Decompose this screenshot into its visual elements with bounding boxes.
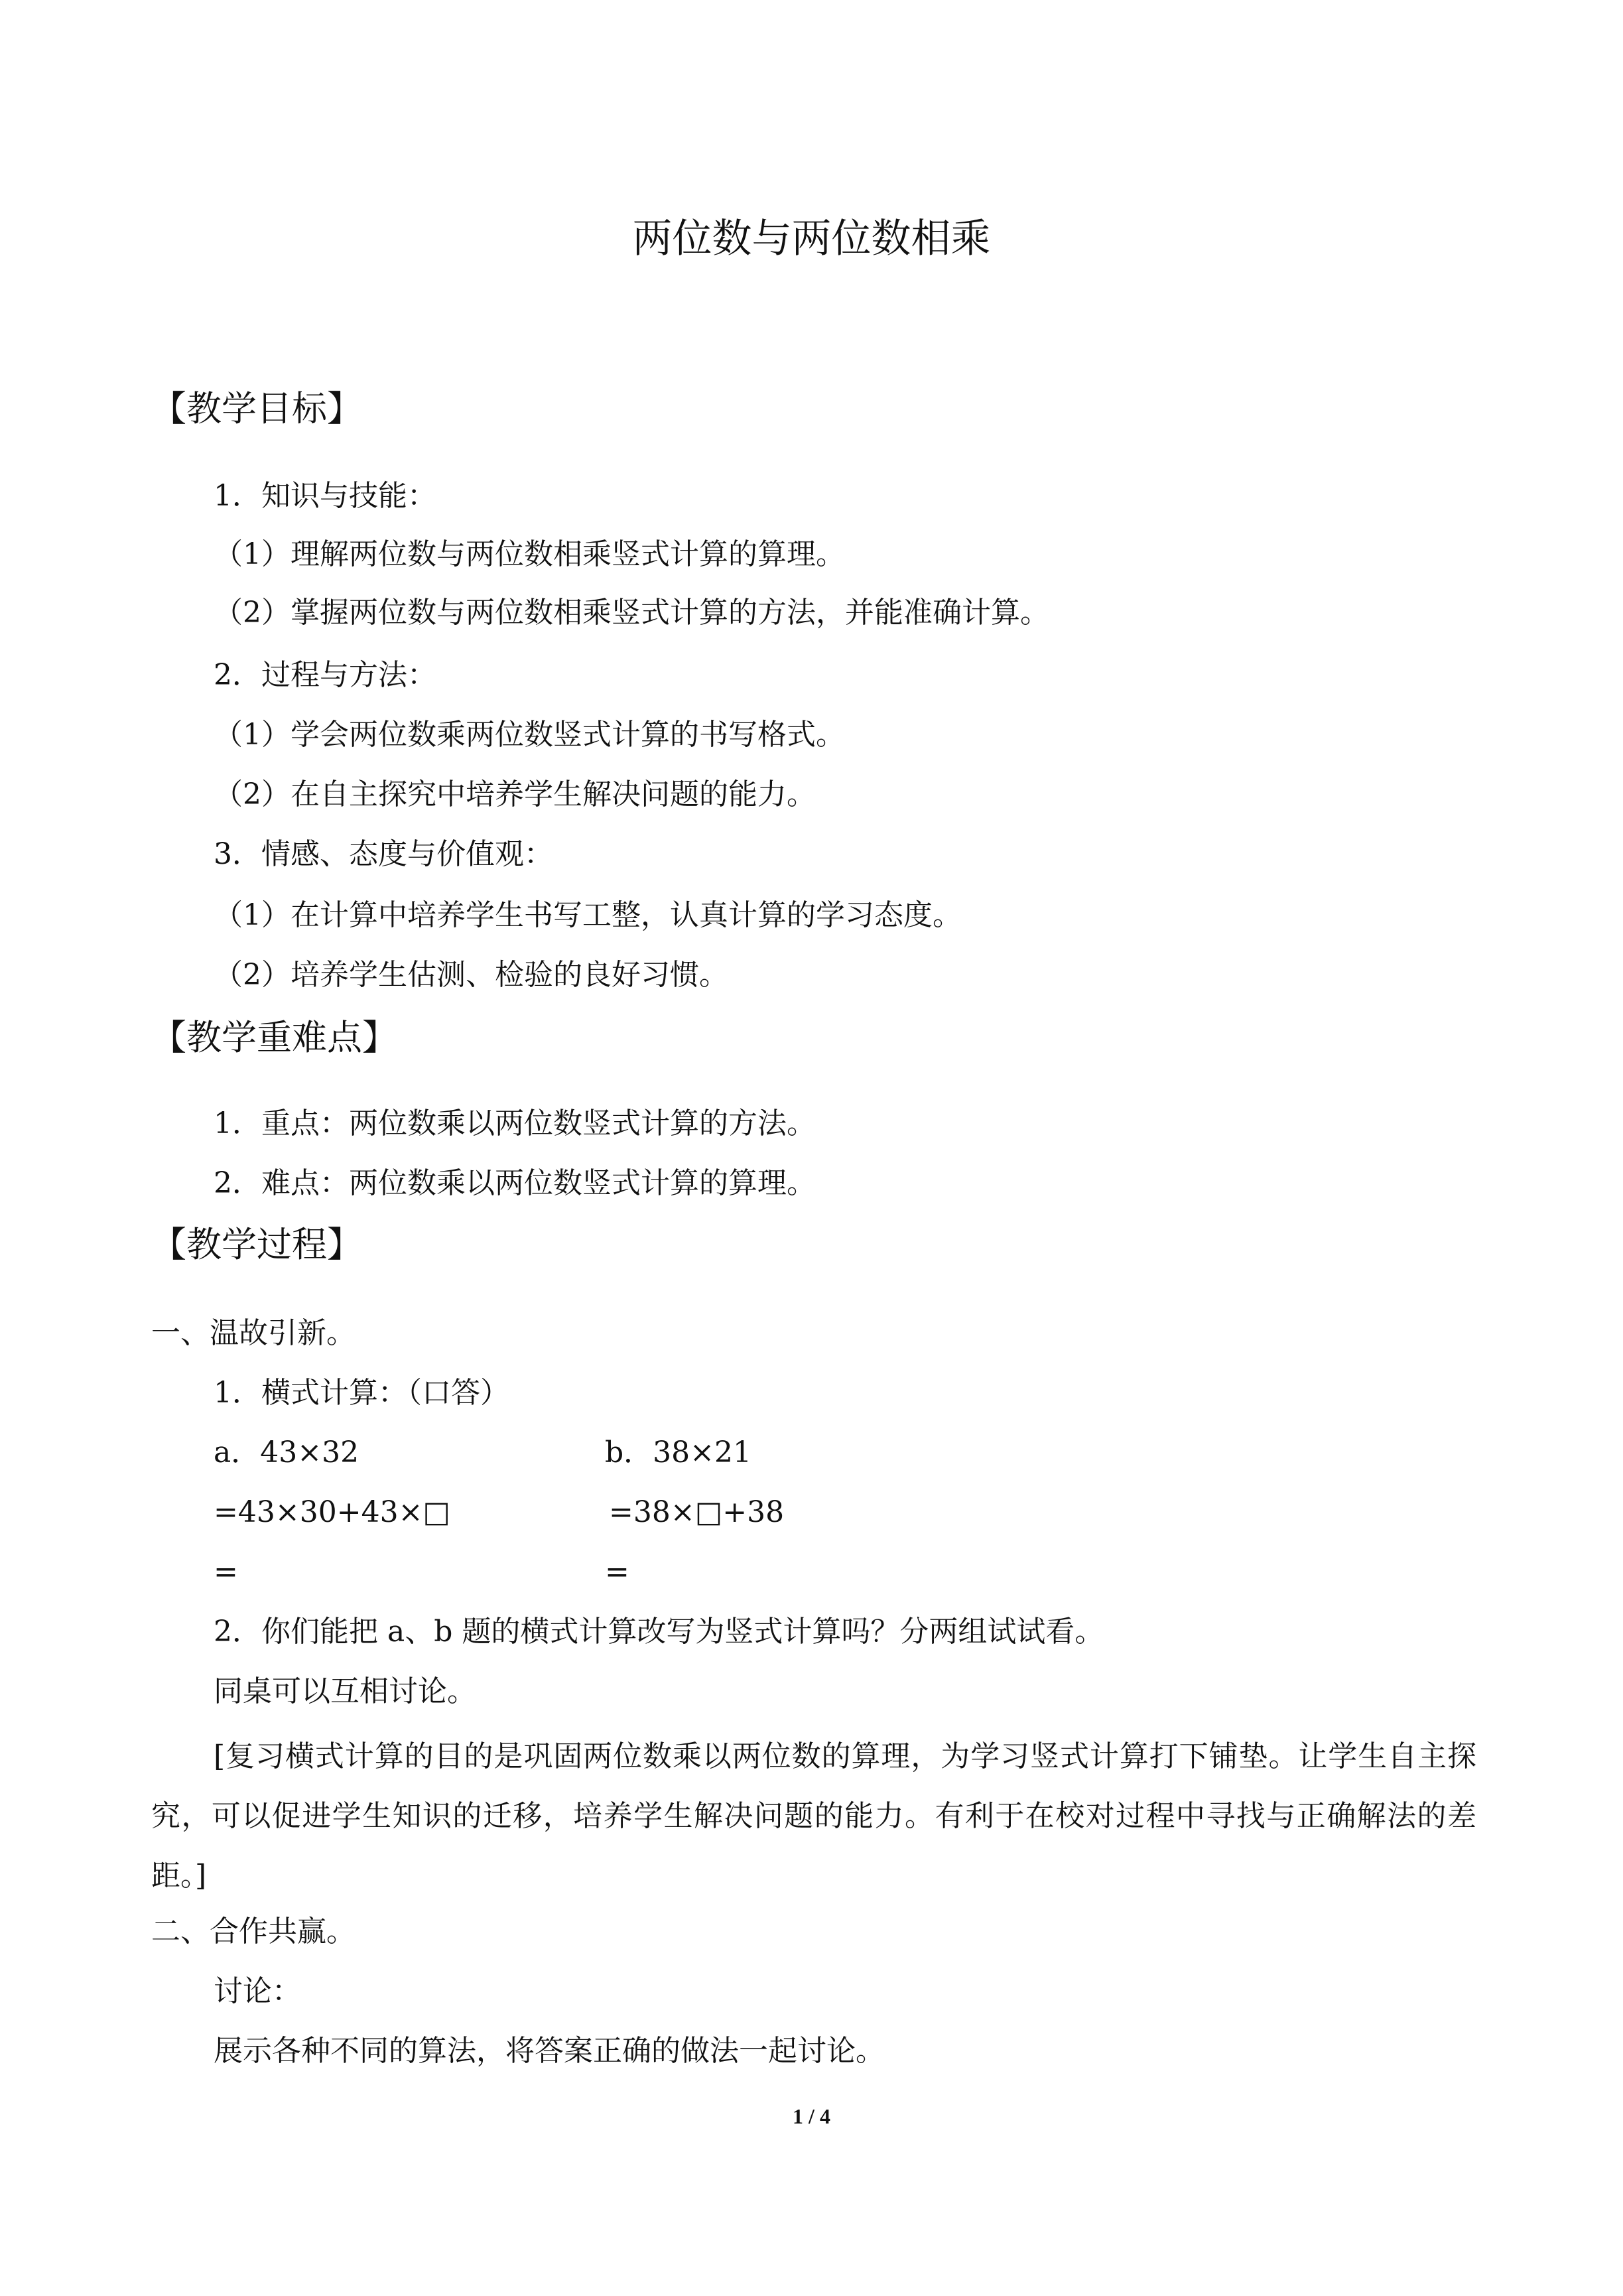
section-heading-objectives: 【教学目标】 bbox=[151, 389, 362, 429]
objective-line: （2）掌握两位数与两位数相乘竖式计算的方法，并能准确计算。 bbox=[214, 596, 1049, 630]
section-heading-process: 【教学过程】 bbox=[151, 1225, 362, 1265]
key-point-line: 2．难点：两位数乘以两位数竖式计算的算理。 bbox=[214, 1166, 816, 1200]
part1-title: 一、温故引新。 bbox=[151, 1316, 356, 1350]
objective-line: （2）培养学生估测、检验的良好习惯。 bbox=[214, 958, 728, 992]
objective-line: （1）理解两位数与两位数相乘竖式计算的算理。 bbox=[214, 537, 845, 571]
item2-text: 2．你们能把 a、b 题的横式计算改写为竖式计算吗？分两组试试看。 bbox=[214, 1615, 1104, 1649]
page-title: 两位数与两位数相乘 bbox=[632, 216, 991, 262]
calc-b-line: = bbox=[605, 1555, 629, 1589]
calc-a-line: = bbox=[214, 1555, 238, 1589]
part2-title: 二、合作共赢。 bbox=[151, 1915, 356, 1948]
objective-line: （1）在计算中培养学生书写工整，认真计算的学习态度。 bbox=[214, 898, 962, 932]
calc-b-line: =38×□+38 bbox=[609, 1495, 785, 1529]
objective-line: （2）在自主探究中培养学生解决问题的能力。 bbox=[214, 777, 816, 811]
calc-a-line: a．43×32 bbox=[214, 1436, 359, 1469]
discuss-text: 展示各种不同的算法，将答案正确的做法一起讨论。 bbox=[214, 2034, 885, 2068]
teaching-comment: [复习横式计算的目的是巩固两位数乘以两位数的算理，为学习竖式计算打下铺垫。让学生自主探究，可以促进学生知识的迁移，培养学生解决问题的能力。有利于在校对过程中寻找与正确解法的差距。] bbox=[151, 1739, 1476, 1893]
discuss-label: 讨论： bbox=[214, 1974, 301, 2008]
key-point-line: 1．重点：两位数乘以两位数竖式计算的方法。 bbox=[214, 1107, 816, 1140]
section-heading-key-points: 【教学重难点】 bbox=[151, 1018, 397, 1058]
calc-b-line: b．38×21 bbox=[605, 1436, 752, 1469]
calc-a-line: =43×30+43×□ bbox=[214, 1495, 451, 1529]
objective-line: 2．过程与方法： bbox=[214, 658, 436, 692]
objective-line: 1．知识与技能： bbox=[214, 479, 436, 513]
objective-line: （1）学会两位数乘两位数竖式计算的书写格式。 bbox=[214, 718, 845, 752]
item2-note: 同桌可以互相讨论。 bbox=[214, 1674, 476, 1708]
objective-line: 3．情感、态度与价值观： bbox=[214, 837, 553, 871]
item1-text: 1．横式计算：（口答） bbox=[214, 1376, 509, 1410]
page-number: 1 / 4 bbox=[793, 2104, 830, 2128]
